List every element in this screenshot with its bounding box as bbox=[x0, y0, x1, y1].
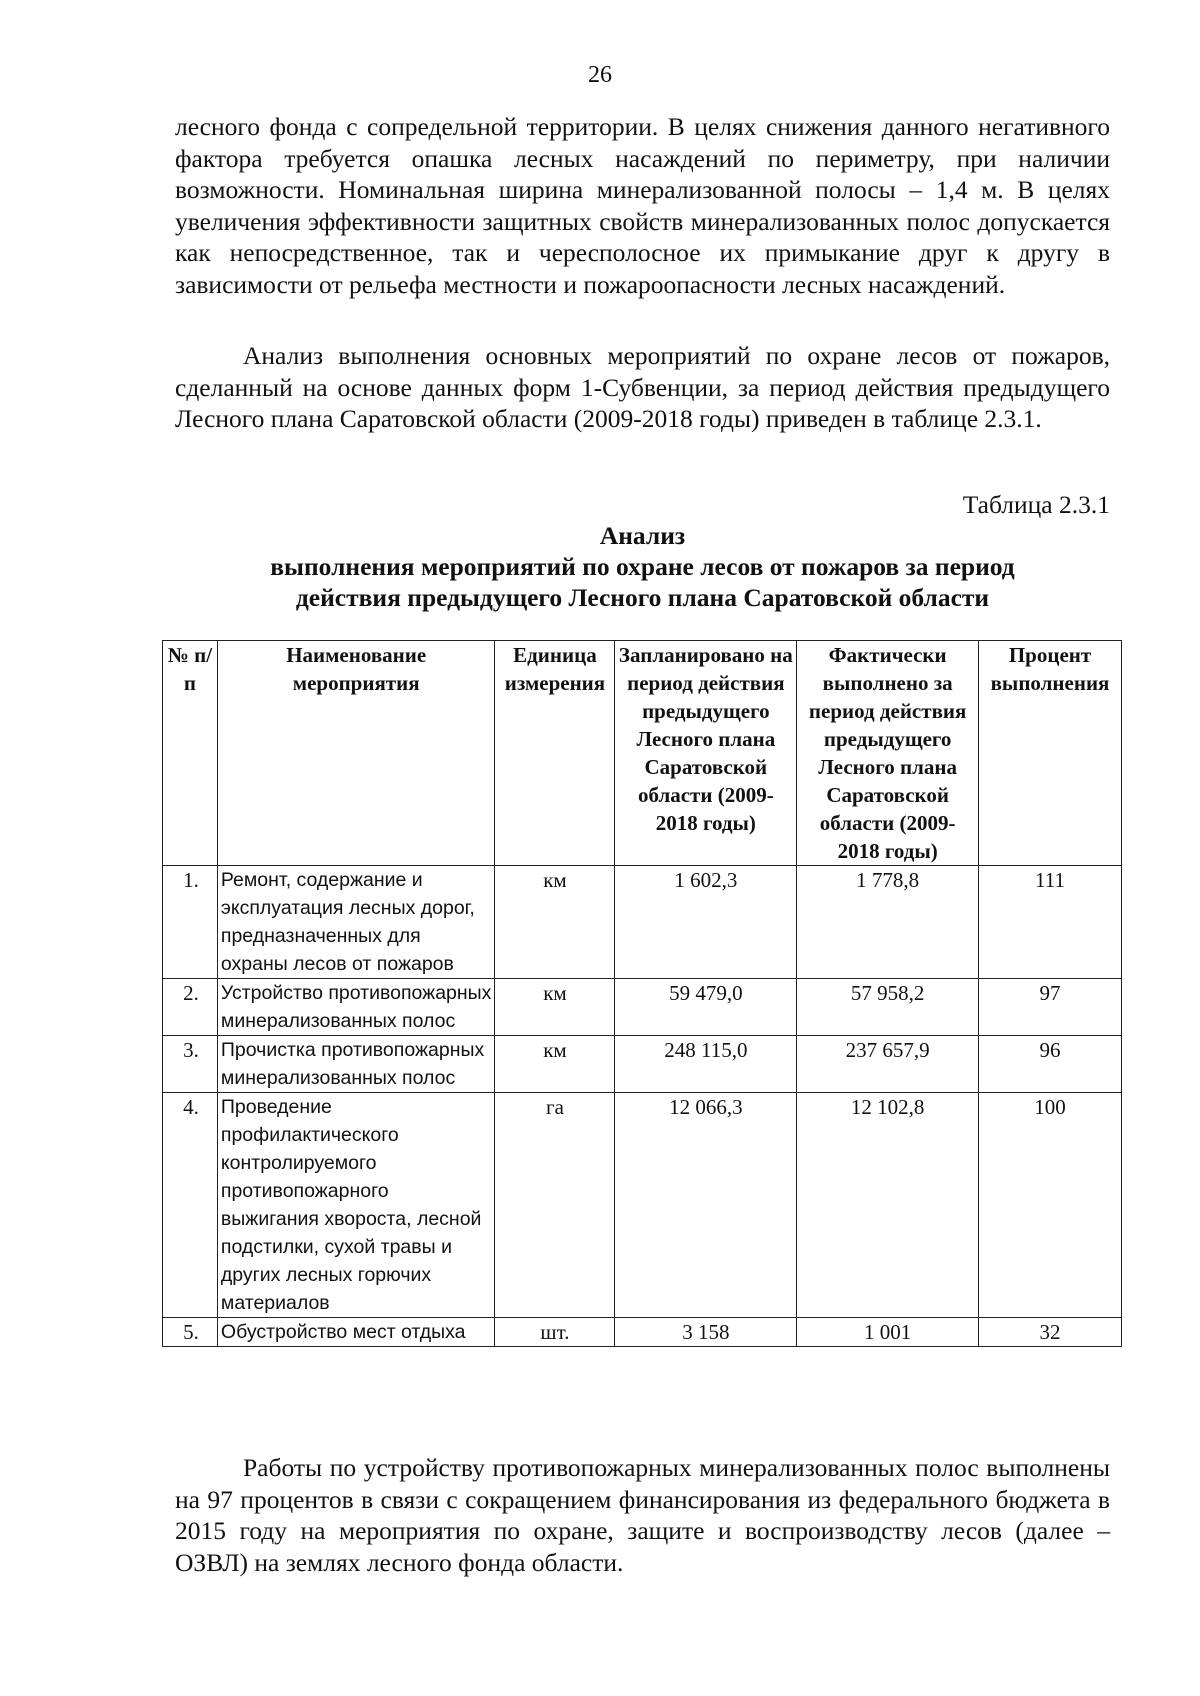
row-actual: 237 657,9 bbox=[797, 1036, 979, 1093]
row-planned: 248 115,0 bbox=[615, 1036, 797, 1093]
row-name: Ремонт, содержание и эксплуатация лесных дорог, предназначенных для охраны лесов от пожаров bbox=[217, 866, 495, 979]
row-unit: шт. bbox=[495, 1318, 615, 1347]
row-percent: 32 bbox=[979, 1318, 1122, 1347]
row-name: Проведение профилактического контролируемого противопожарного выжигания хвороста, лесной подстилки, сухой травы и других лесных горючих материалов bbox=[217, 1093, 495, 1318]
row-unit: км bbox=[495, 866, 615, 979]
row-number: 3. bbox=[163, 1036, 218, 1093]
row-actual: 12 102,8 bbox=[797, 1093, 979, 1318]
measures-table bbox=[162, 640, 1122, 1347]
row-name: Прочистка противопожарных минерализованных полос bbox=[217, 1036, 495, 1093]
row-number: 4. bbox=[163, 1093, 218, 1318]
table-row bbox=[163, 979, 1122, 1036]
header-name: Наименование мероприятия bbox=[217, 641, 495, 866]
row-percent: 97 bbox=[979, 979, 1122, 1036]
row-number: 2. bbox=[163, 979, 218, 1036]
table-row bbox=[163, 1318, 1122, 1347]
table-header-row bbox=[163, 641, 1122, 866]
row-name: Обустройство мест отдыха bbox=[217, 1318, 495, 1347]
table-row bbox=[163, 1036, 1122, 1093]
row-number: 5. bbox=[163, 1318, 218, 1347]
row-unit: км bbox=[495, 1036, 615, 1093]
row-percent: 96 bbox=[979, 1036, 1122, 1093]
row-planned: 59 479,0 bbox=[615, 979, 797, 1036]
page-number: 26 bbox=[588, 62, 612, 88]
table-title bbox=[175, 520, 1110, 613]
header-number: № п/п bbox=[163, 641, 218, 866]
header-actual: Фактически выполнено за период действия предыдущего Лесного плана Саратовской области (2009-2018 годы) bbox=[797, 641, 979, 866]
row-actual: 1 001 bbox=[797, 1318, 979, 1347]
table-title-line-1: Анализ bbox=[599, 521, 686, 550]
row-name: Устройство противопожарных минерализованных полос bbox=[217, 979, 495, 1036]
table-row bbox=[163, 866, 1122, 979]
paragraph-intro: лесного фонда с сопредельной территории. В целях снижения данного негативного фактора требуется опашка лесных насаждений по периметру, при наличии возможности. Номинальная ширина минерализованной полосы – 1,4 м. В целях увеличения эффективности защитных свойств минерализованных полос допускается как непосредственное, так и чересполосное их примыкание друг к другу в зависимости от рельефа местности и пожароопасности лесных насаждений. bbox=[175, 112, 1110, 299]
row-unit: га bbox=[495, 1093, 615, 1318]
row-number: 1. bbox=[163, 866, 218, 979]
header-planned: Запланировано на период действия предыдущего Лесного плана Саратовской области (2009-2018 годы) bbox=[615, 641, 797, 866]
header-unit: Единица измерения bbox=[495, 641, 615, 866]
row-percent: 111 bbox=[979, 866, 1122, 979]
table-title-line-3: действия предыдущего Лесного плана Саратовской области bbox=[295, 583, 990, 612]
row-unit: км bbox=[495, 979, 615, 1036]
table-title-line-2: выполнения мероприятий по охране лесов от пожаров за период bbox=[270, 552, 1015, 581]
table-label: Таблица 2.3.1 bbox=[962, 490, 1110, 519]
row-actual: 1 778,8 bbox=[797, 866, 979, 979]
header-percent: Процент выполнения bbox=[979, 641, 1122, 866]
table-row bbox=[163, 1093, 1122, 1318]
paragraph-analysis: Анализ выполнения основных мероприятий по охране лесов от пожаров, сделанный на основе данных форм 1-Субвенции, за период действия предыдущего Лесного плана Саратовской области (2009-2018 годы) приведен в таблице 2.3.1. bbox=[175, 341, 1110, 433]
row-percent: 100 bbox=[979, 1093, 1122, 1318]
row-actual: 57 958,2 bbox=[797, 979, 979, 1036]
paragraph-conclusion: Работы по устройству противопожарных минерализованных полос выполнены на 97 процентов в связи с сокращением финансирования из федерального бюджета в 2015 году на мероприятия по охране, защите и воспроизводству лесов (далее – ОЗВЛ) на землях лесного фонда области. bbox=[175, 1453, 1110, 1577]
row-planned: 12 066,3 bbox=[615, 1093, 797, 1318]
row-planned: 1 602,3 bbox=[615, 866, 797, 979]
row-planned: 3 158 bbox=[615, 1318, 797, 1347]
